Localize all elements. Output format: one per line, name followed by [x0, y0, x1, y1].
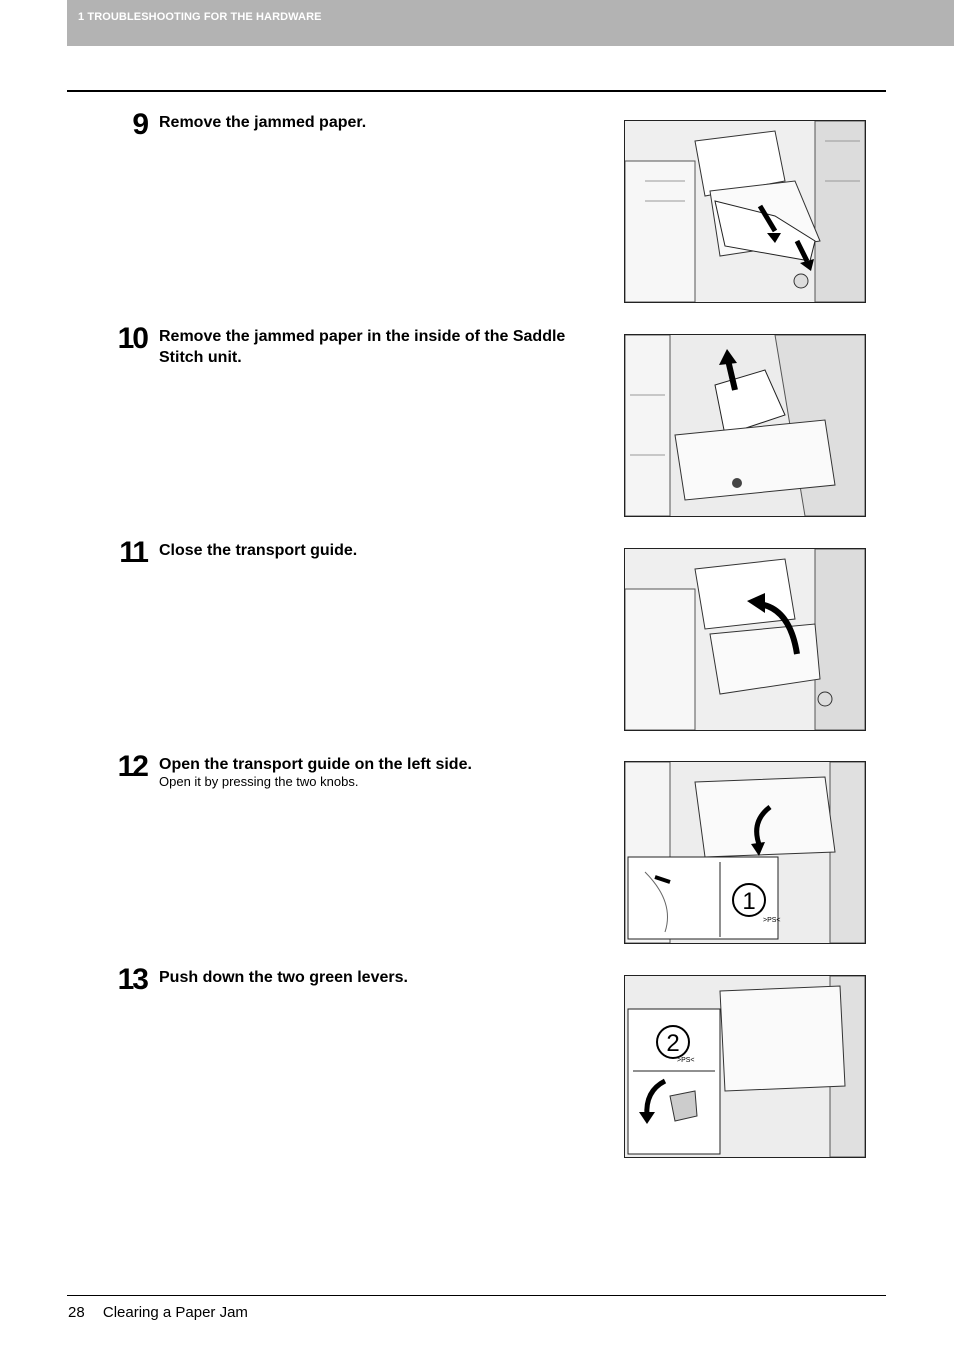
footer-divider — [67, 1295, 886, 1296]
page-footer — [68, 1304, 262, 1321]
step-note: Open it by pressing the two knobs. — [159, 774, 359, 789]
step-10-illustration — [624, 334, 866, 517]
step-13-illustration — [624, 975, 866, 1158]
step-11-illustration — [624, 548, 866, 731]
step-title: Remove the jammed paper in the inside of the Saddle Stitch unit. — [159, 328, 566, 366]
step-number: 12 — [117, 750, 147, 783]
step-number: 10 — [117, 322, 147, 355]
step-number: 11 — [119, 536, 147, 569]
step-12 — [67, 750, 886, 954]
callout-number: 1 — [742, 888, 756, 915]
step-title: Close the transport guide. — [159, 542, 358, 559]
step-13 — [67, 963, 886, 1167]
step-12-illustration — [624, 761, 866, 944]
chapter-title: Clearing a Paper Jam — [102, 1304, 248, 1321]
callout-number: 2 — [666, 1030, 680, 1057]
step-number: 9 — [132, 108, 147, 141]
page-number: 28 — [68, 1304, 85, 1321]
step-9 — [67, 108, 886, 312]
step-11 — [67, 536, 886, 740]
callout-tag: >PS< — [677, 1057, 695, 1064]
step-9-illustration — [624, 120, 866, 303]
step-title: Open the transport guide on the left side. — [159, 756, 472, 773]
step-10 — [67, 322, 886, 526]
callout-tag: >PS< — [763, 917, 781, 924]
top-divider — [67, 90, 886, 92]
step-number: 13 — [117, 963, 147, 996]
step-title: Remove the jammed paper. — [159, 114, 367, 131]
chapter-header-text: 1 TROUBLESHOOTING FOR THE HARDWARE — [78, 11, 322, 23]
step-title: Push down the two green levers. — [159, 969, 408, 986]
chapter-header-bar — [67, 0, 954, 46]
